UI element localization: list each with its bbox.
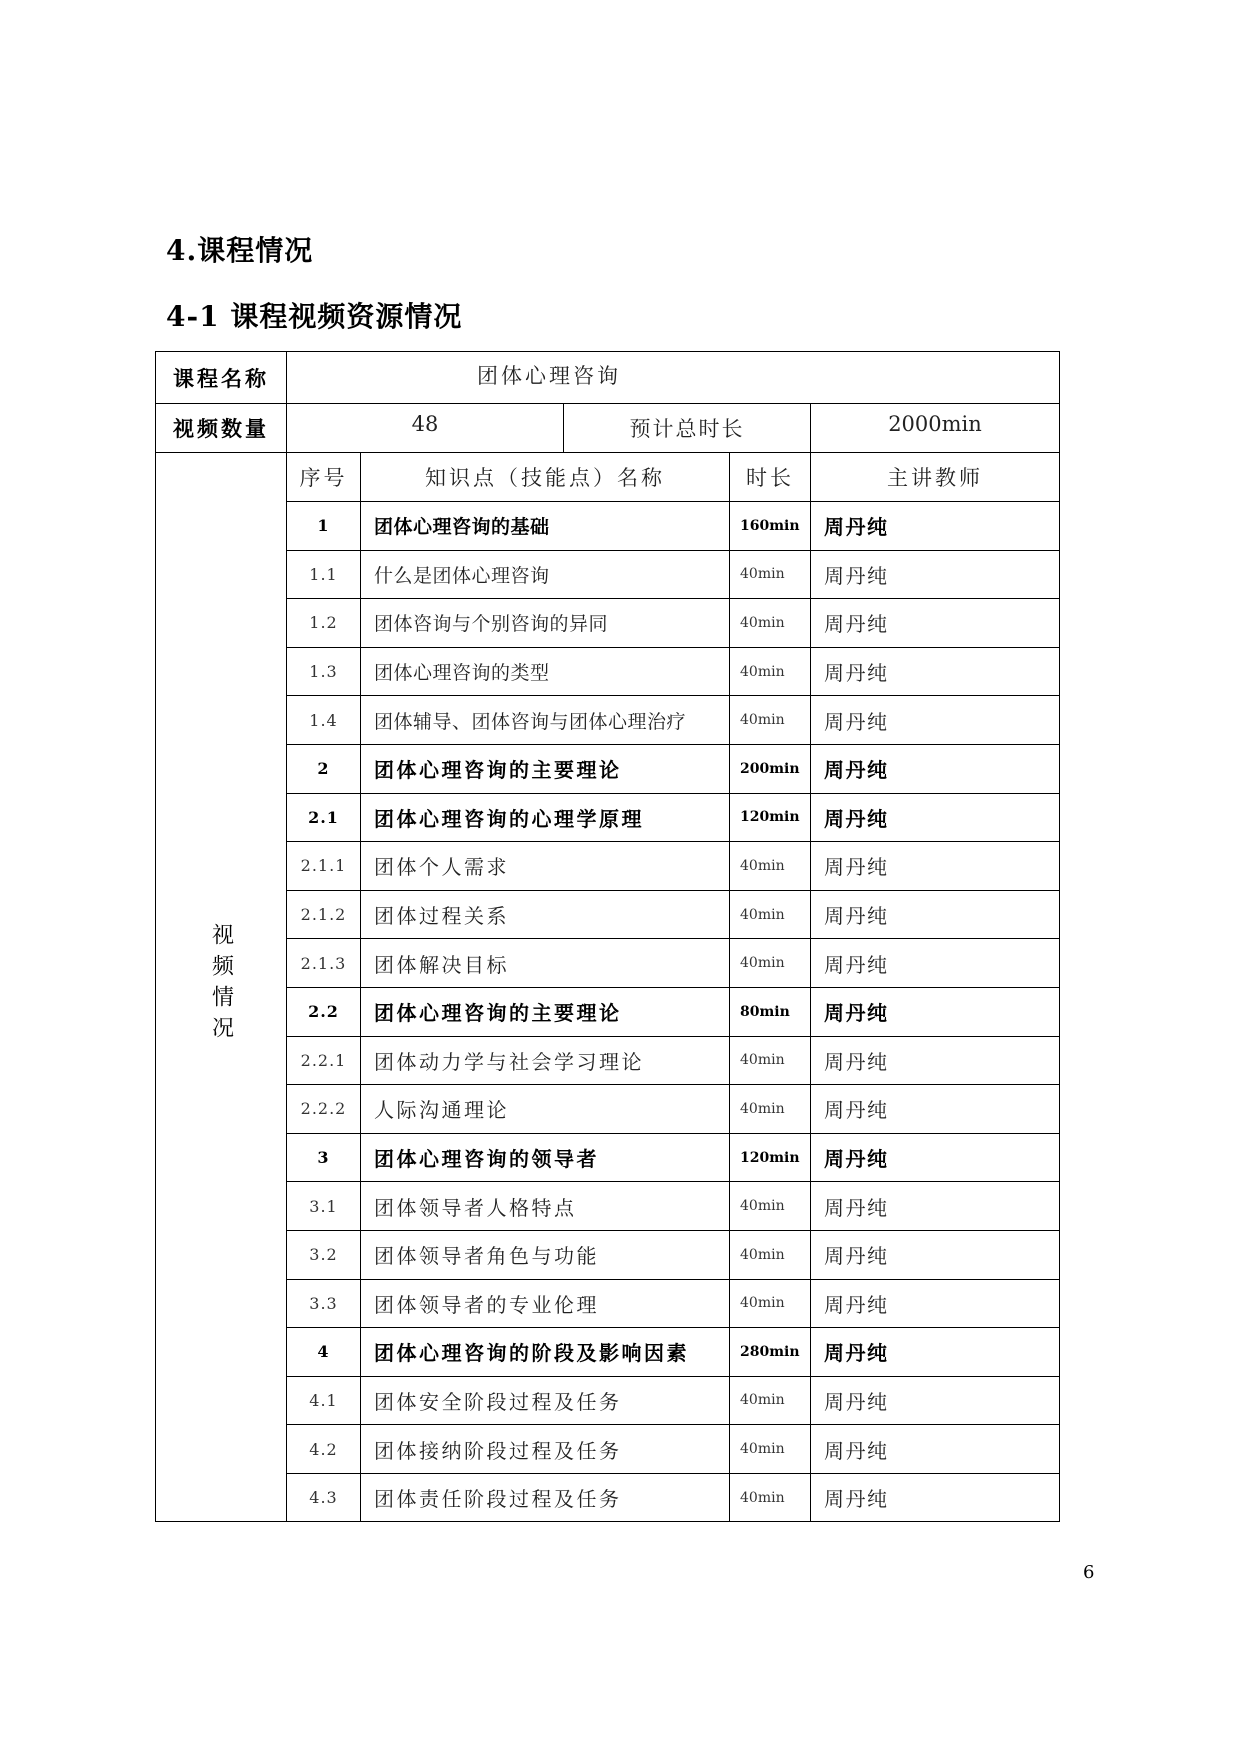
row-knowledge-point: 团体心理咨询的阶段及影响因素 (361, 1328, 730, 1377)
row-knowledge-point: 团体心理咨询的基础 (361, 502, 730, 551)
page-number: 6 (1083, 1562, 1095, 1583)
row-teacher: 周丹纯 (811, 696, 1060, 745)
row-index: 1.1 (287, 550, 361, 599)
row-knowledge-point: 团体咨询与个别咨询的异同 (361, 599, 730, 648)
row-index: 3.2 (287, 1230, 361, 1279)
section-title: 4.课程情况 (166, 234, 314, 267)
row-teacher: 周丹纯 (811, 550, 1060, 599)
row-teacher: 周丹纯 (811, 793, 1060, 842)
row-index: 4.3 (287, 1473, 361, 1522)
table-row (156, 1036, 1060, 1085)
row-knowledge-point: 团体领导者的专业伦理 (361, 1279, 730, 1328)
row-index: 1.2 (287, 599, 361, 648)
table-row (156, 1230, 1060, 1279)
video-count-row (156, 404, 1060, 453)
row-duration: 160min (730, 502, 811, 551)
row-knowledge-point: 团体心理咨询的类型 (361, 647, 730, 696)
course-name-row (156, 352, 1060, 404)
row-index: 2.2.2 (287, 1085, 361, 1134)
row-teacher: 周丹纯 (811, 502, 1060, 551)
row-teacher: 周丹纯 (811, 599, 1060, 648)
row-index: 3.1 (287, 1182, 361, 1231)
row-duration: 40min (730, 890, 811, 939)
row-knowledge-point: 团体责任阶段过程及任务 (361, 1473, 730, 1522)
table-row (156, 1425, 1060, 1474)
table-row (156, 599, 1060, 648)
row-teacher: 周丹纯 (811, 987, 1060, 1036)
row-knowledge-point: 团体领导者人格特点 (361, 1182, 730, 1231)
table-row (156, 1182, 1060, 1231)
row-duration: 40min (730, 1279, 811, 1328)
row-knowledge-point: 团体心理咨询的主要理论 (361, 744, 730, 793)
row-teacher: 周丹纯 (811, 1085, 1060, 1134)
row-knowledge-point: 团体安全阶段过程及任务 (361, 1376, 730, 1425)
table-row (156, 1279, 1060, 1328)
table-row (156, 793, 1060, 842)
row-duration: 40min (730, 939, 811, 988)
row-duration: 80min (730, 987, 811, 1036)
row-duration: 40min (730, 1376, 811, 1425)
row-duration: 40min (730, 599, 811, 648)
row-index: 4.1 (287, 1376, 361, 1425)
header-duration: 时长 (730, 453, 811, 502)
row-knowledge-point: 团体领导者角色与功能 (361, 1230, 730, 1279)
table-row (156, 987, 1060, 1036)
video-section-cell (156, 453, 287, 1522)
row-knowledge-point: 人际沟通理论 (361, 1085, 730, 1134)
subsection-title: 4-1 课程视频资源情况 (166, 300, 463, 333)
row-teacher: 周丹纯 (811, 1036, 1060, 1085)
row-index: 2.1.2 (287, 890, 361, 939)
table-row (156, 842, 1060, 891)
row-index: 3.3 (287, 1279, 361, 1328)
table-row (156, 696, 1060, 745)
row-index: 4.2 (287, 1425, 361, 1474)
course-name-label: 课程名称 (156, 352, 287, 404)
row-teacher: 周丹纯 (811, 647, 1060, 696)
row-duration: 200min (730, 744, 811, 793)
table-row (156, 1085, 1060, 1134)
row-index: 3 (287, 1133, 361, 1182)
row-duration: 40min (730, 696, 811, 745)
row-duration: 40min (730, 1036, 811, 1085)
row-duration: 40min (730, 1085, 811, 1134)
table-row (156, 1473, 1060, 1522)
row-teacher: 周丹纯 (811, 744, 1060, 793)
row-duration: 40min (730, 647, 811, 696)
row-teacher: 周丹纯 (811, 1133, 1060, 1182)
row-knowledge-point: 团体动力学与社会学习理论 (361, 1036, 730, 1085)
video-section-label: 视频情况 (208, 923, 234, 1048)
row-duration: 40min (730, 1230, 811, 1279)
table-row (156, 1376, 1060, 1425)
row-teacher: 周丹纯 (811, 1182, 1060, 1231)
total-duration-value: 2000min (811, 404, 1060, 453)
row-teacher: 周丹纯 (811, 939, 1060, 988)
table-row (156, 550, 1060, 599)
row-knowledge-point: 团体过程关系 (361, 890, 730, 939)
row-knowledge-point: 什么是团体心理咨询 (361, 550, 730, 599)
row-knowledge-point: 团体接纳阶段过程及任务 (361, 1425, 730, 1474)
row-teacher: 周丹纯 (811, 1376, 1060, 1425)
video-count-label: 视频数量 (156, 404, 287, 453)
row-knowledge-point: 团体辅导、团体咨询与团体心理治疗 (361, 696, 730, 745)
row-index: 2.2.1 (287, 1036, 361, 1085)
row-duration: 40min (730, 550, 811, 599)
row-teacher: 周丹纯 (811, 1425, 1060, 1474)
table-row (156, 1133, 1060, 1182)
table-row (156, 502, 1060, 551)
row-teacher: 周丹纯 (811, 842, 1060, 891)
row-duration: 40min (730, 1182, 811, 1231)
header-index: 序号 (287, 453, 361, 502)
row-teacher: 周丹纯 (811, 1328, 1060, 1377)
row-index: 1 (287, 502, 361, 551)
row-duration: 40min (730, 1473, 811, 1522)
row-duration: 280min (730, 1328, 811, 1377)
table-row (156, 939, 1060, 988)
row-duration: 120min (730, 1133, 811, 1182)
header-teacher: 主讲教师 (811, 453, 1060, 502)
row-knowledge-point: 团体个人需求 (361, 842, 730, 891)
table-row (156, 744, 1060, 793)
row-duration: 40min (730, 1425, 811, 1474)
row-knowledge-point: 团体心理咨询的心理学原理 (361, 793, 730, 842)
header-name: 知识点（技能点）名称 (361, 453, 730, 502)
table-header-row (156, 453, 1060, 502)
row-index: 1.3 (287, 647, 361, 696)
row-knowledge-point: 团体心理咨询的领导者 (361, 1133, 730, 1182)
row-index: 2.1.1 (287, 842, 361, 891)
row-duration: 40min (730, 842, 811, 891)
row-knowledge-point: 团体解决目标 (361, 939, 730, 988)
row-teacher: 周丹纯 (811, 1473, 1060, 1522)
row-duration: 120min (730, 793, 811, 842)
row-index: 4 (287, 1328, 361, 1377)
row-teacher: 周丹纯 (811, 1279, 1060, 1328)
row-teacher: 周丹纯 (811, 1230, 1060, 1279)
course-video-table (155, 351, 1060, 1522)
row-index: 2.2 (287, 987, 361, 1036)
row-teacher: 周丹纯 (811, 890, 1060, 939)
row-index: 1.4 (287, 696, 361, 745)
course-name-value: 团体心理咨询 (287, 352, 1060, 404)
table-row (156, 1328, 1060, 1377)
row-knowledge-point: 团体心理咨询的主要理论 (361, 987, 730, 1036)
table-row (156, 890, 1060, 939)
total-duration-label: 预计总时长 (564, 404, 811, 453)
row-index: 2.1.3 (287, 939, 361, 988)
row-index: 2.1 (287, 793, 361, 842)
table-row (156, 647, 1060, 696)
video-count-value: 48 (287, 404, 564, 453)
row-index: 2 (287, 744, 361, 793)
